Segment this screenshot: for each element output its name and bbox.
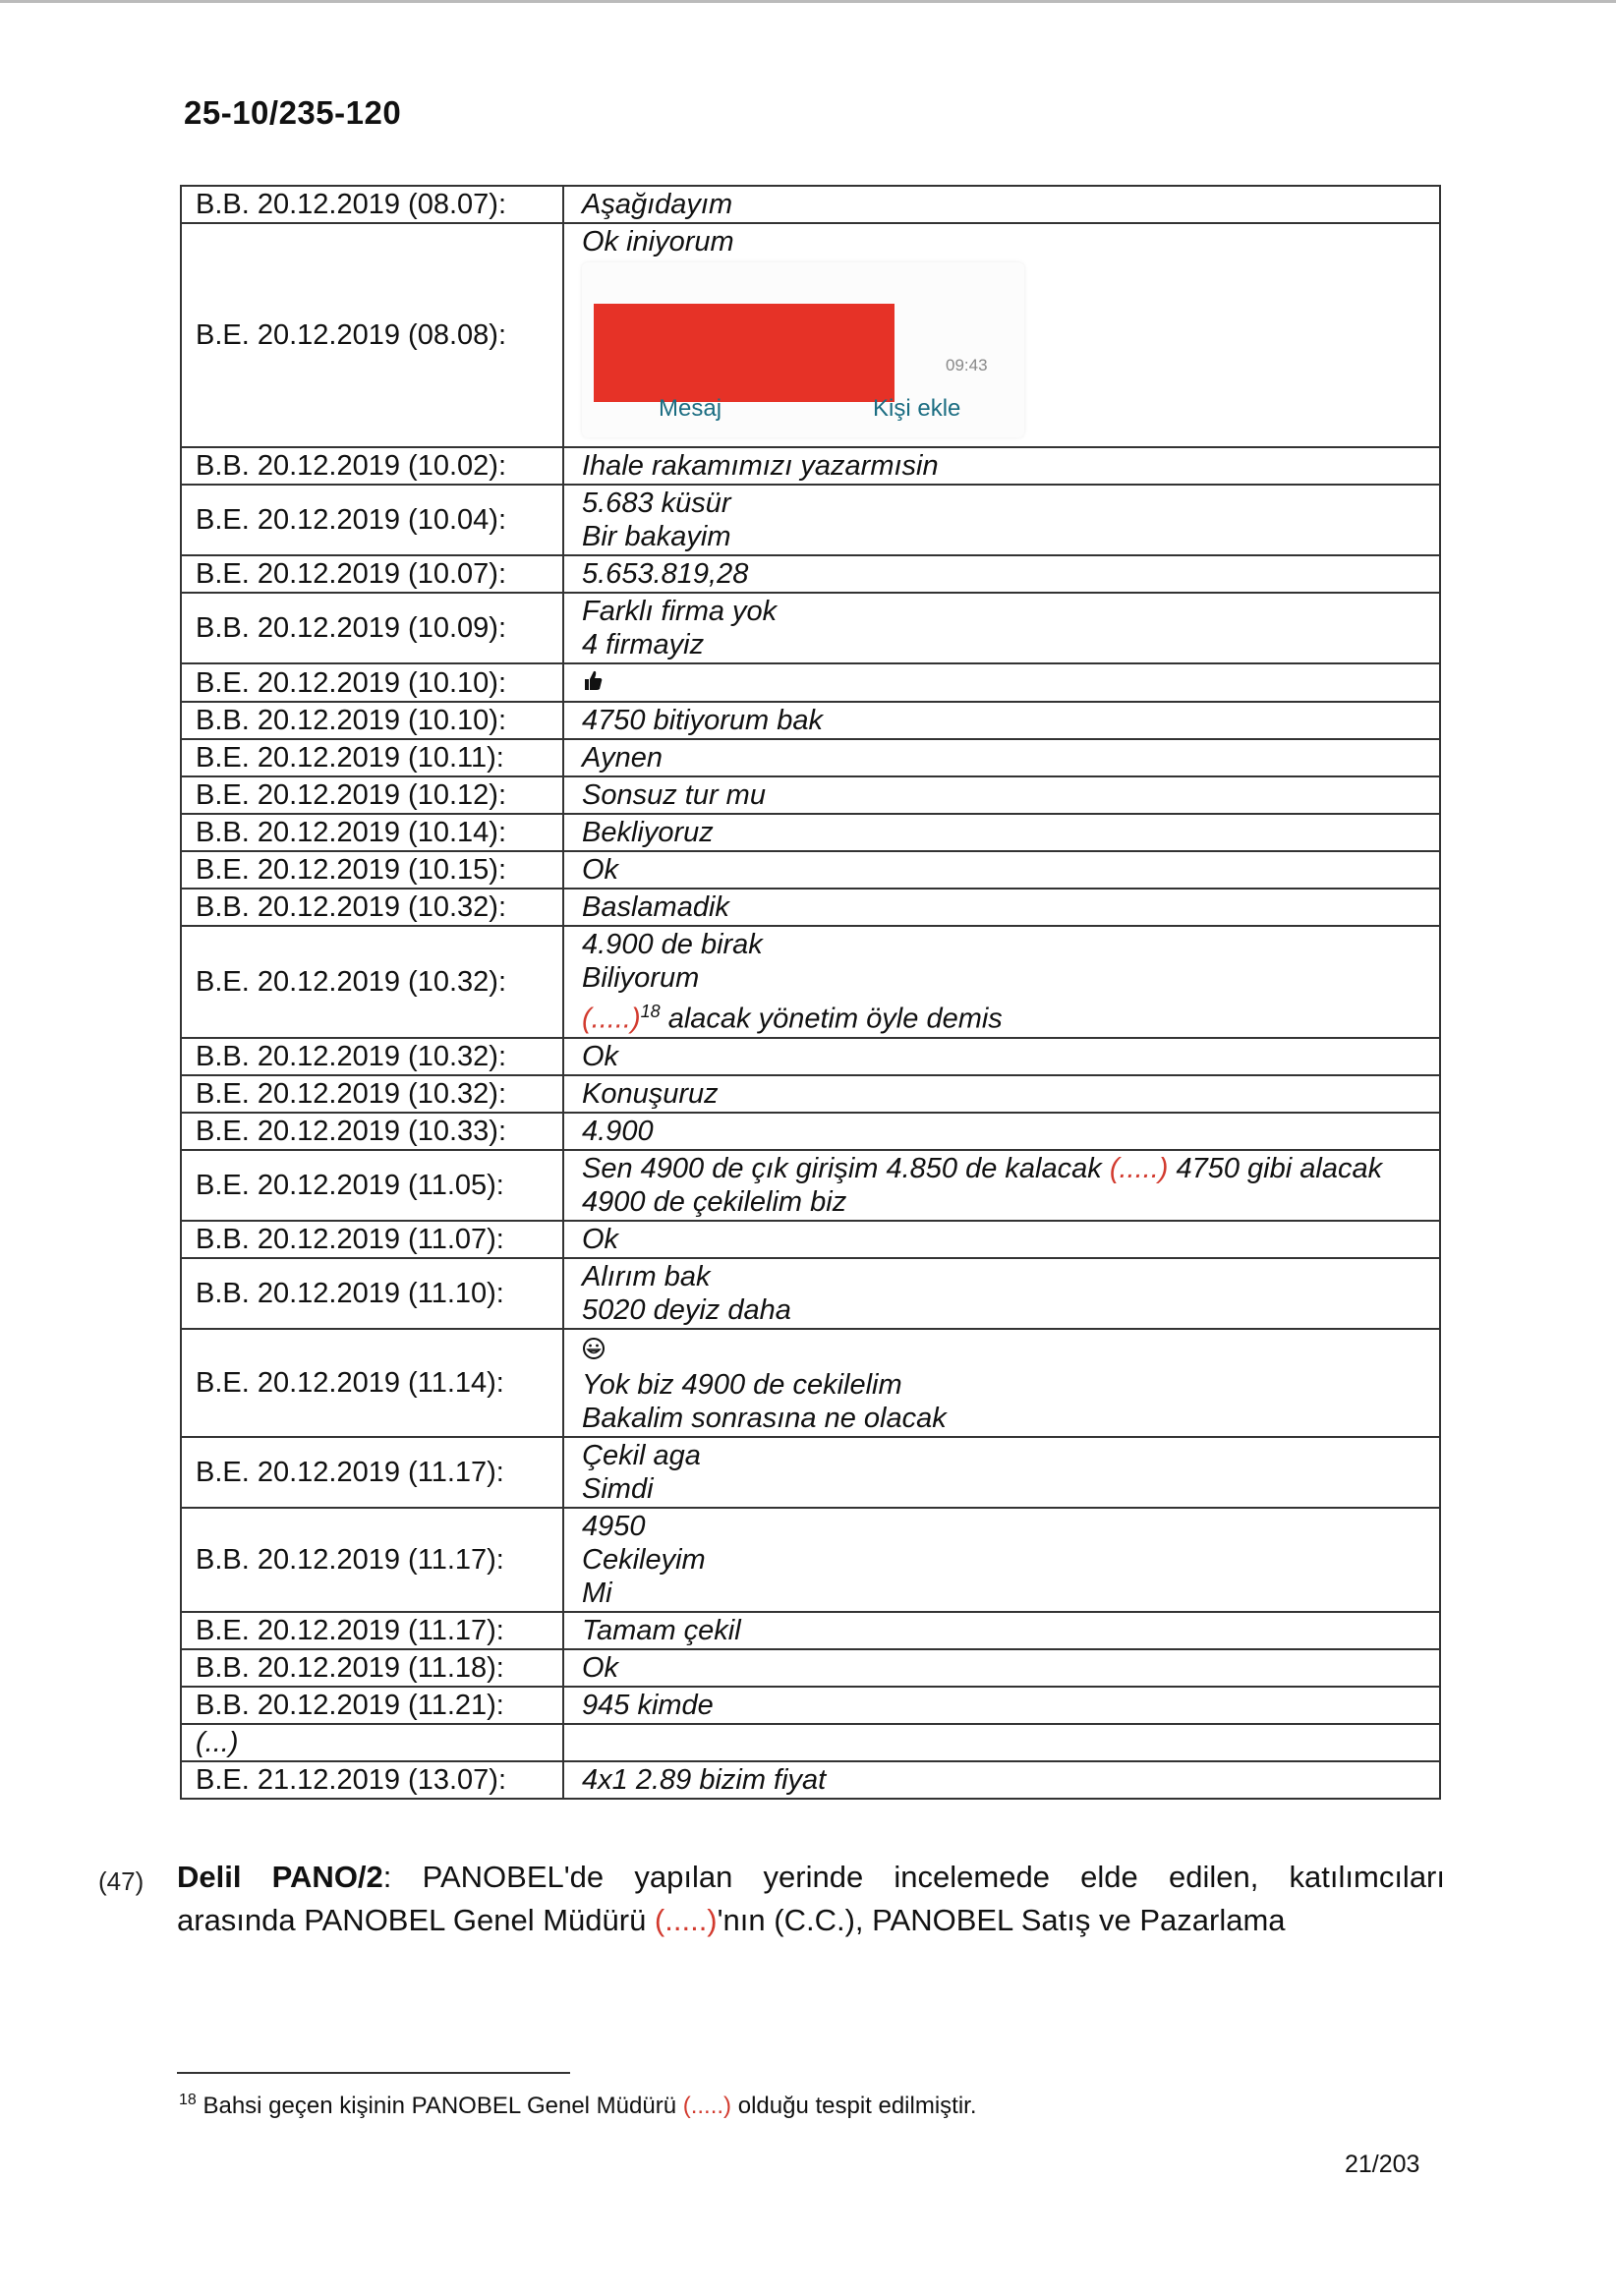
redacted-name: (.....) [1109, 1153, 1169, 1184]
message-text: 4.900 de birak Biliyorum (.....)$^{18}$ alacak yönetim öyle demis [563, 926, 1440, 1038]
table-row [181, 485, 1440, 555]
sender-time: B.B. 20.12.2019 (11.07): [181, 1221, 563, 1258]
sender-time: B.E. 20.12.2019 (10.10): [181, 663, 563, 702]
table-row [181, 1687, 1440, 1724]
sender-time: B.B. 20.12.2019 (08.07): [181, 186, 563, 223]
message-text [563, 663, 1440, 702]
message-text: Yok biz 4900 de cekilelim Bakalim sonrasına ne olacak [563, 1329, 1440, 1437]
top-rule [0, 0, 1616, 3]
paragraph-47 [98, 1856, 1445, 1942]
sender-time: B.E. 20.12.2019 (11.17): [181, 1612, 563, 1649]
sender-time: B.B. 20.12.2019 (10.32): [181, 1038, 563, 1075]
table-row [181, 889, 1440, 926]
message-text: Aynen [563, 739, 1440, 776]
table-row [181, 1761, 1440, 1799]
sender-time: B.E. 20.12.2019 (10.04): [181, 485, 563, 555]
sender-time: B.E. 20.12.2019 (10.33): [181, 1113, 563, 1150]
footnote-divider [177, 2072, 570, 2074]
table-row [181, 851, 1440, 889]
message-text: 5.683 küsür Bir bakayim [563, 485, 1440, 555]
screenshot-add-contact-label: Kişi ekle [873, 395, 961, 422]
page-number: 21/203 [1345, 2151, 1420, 2178]
table-row [181, 776, 1440, 814]
message-text [563, 1724, 1440, 1761]
phone-screenshot [582, 262, 1024, 437]
footnote-ref: 18 [640, 1002, 661, 1022]
paragraph-line-2: arasında PANOBEL Genel Müdürü (.....)'nın (C.C.), PANOBEL Satış ve Pazarlama [177, 1903, 1286, 1937]
table-row [181, 663, 1440, 702]
table-row [181, 1649, 1440, 1687]
sender-time: B.B. 20.12.2019 (11.10): [181, 1258, 563, 1329]
thumbs-up-icon [582, 666, 604, 700]
table-row [181, 1508, 1440, 1612]
message-text: Ihale rakamımızı yazarmısin [563, 447, 1440, 485]
grinning-face-icon [582, 1335, 606, 1368]
table-row [181, 447, 1440, 485]
table-row [181, 593, 1440, 663]
table-row [181, 1612, 1440, 1649]
table-row [181, 702, 1440, 739]
message-text: Farklı firma yok 4 firmayiz [563, 593, 1440, 663]
message-text: 5.653.819,28 [563, 555, 1440, 593]
sender-time: B.B. 20.12.2019 (11.17): [181, 1508, 563, 1612]
table-row [181, 1221, 1440, 1258]
table-row [181, 926, 1440, 1038]
message-text: Sen 4900 de çık girişim 4.850 de kalacak (.....) 4750 gibi alacak 4900 de çekilelim biz [563, 1150, 1440, 1221]
sender-time: B.E. 20.12.2019 (10.32): [181, 926, 563, 1038]
table-row [181, 1329, 1440, 1437]
message-text: 4x1 2.89 bizim fiyat [563, 1761, 1440, 1799]
message-text: 4950 Cekileyim Mi [563, 1508, 1440, 1612]
message-text: Ok [563, 851, 1440, 889]
message-text: 4.900 [563, 1113, 1440, 1150]
sender-time: B.E. 20.12.2019 (11.17): [181, 1437, 563, 1508]
table-row [181, 223, 1440, 447]
sender-time: B.E. 20.12.2019 (10.32): [181, 1075, 563, 1113]
document-id: 25-10/235-120 [184, 94, 402, 131]
table-row [181, 1258, 1440, 1329]
message-text: Sonsuz tur mu [563, 776, 1440, 814]
redacted-name: (.....) [682, 2093, 732, 2119]
message-text: Bekliyoruz [563, 814, 1440, 851]
sender-time: B.B. 20.12.2019 (10.10): [181, 702, 563, 739]
redacted-name: (.....) [654, 1903, 718, 1937]
message-text: Alırım bak 5020 deyiz daha [563, 1258, 1440, 1329]
sender-time: B.E. 20.12.2019 (11.14): [181, 1329, 563, 1437]
screenshot-time: 09:43 [946, 356, 988, 374]
table-row [181, 1150, 1440, 1221]
sender-time: B.B. 20.12.2019 (11.21): [181, 1687, 563, 1724]
footnote-mark: 18 [179, 2092, 197, 2108]
sender-time: B.B. 20.12.2019 (11.18): [181, 1649, 563, 1687]
table-row [181, 814, 1440, 851]
sender-time: B.E. 20.12.2019 (10.15): [181, 851, 563, 889]
message-text: Ok iniyorum 09:43 Mesaj Kişi ekle [563, 223, 1440, 447]
sender-time: B.B. 20.12.2019 (10.32): [181, 889, 563, 926]
message-text: Tamam çekil [563, 1612, 1440, 1649]
sender-time: B.E. 20.12.2019 (11.05): [181, 1150, 563, 1221]
message-text: Çekil aga Simdi [563, 1437, 1440, 1508]
message-text: Ok [563, 1038, 1440, 1075]
message-text: Ok [563, 1649, 1440, 1687]
paragraph-line-1: Delil PANO/2: PANOBEL'de yapılan yerinde incelemede elde edilen, katılımcıları [177, 1860, 1445, 1894]
sender-time: B.E. 20.12.2019 (10.12): [181, 776, 563, 814]
message-text: 945 kimde [563, 1687, 1440, 1724]
sender-time: B.E. 20.12.2019 (10.07): [181, 555, 563, 593]
omission-marker: (...) [181, 1724, 563, 1761]
sender-time: B.E. 20.12.2019 (10.11): [181, 739, 563, 776]
sender-time: B.B. 20.12.2019 (10.02): [181, 447, 563, 485]
message-text: Ok [563, 1221, 1440, 1258]
paragraph-number: (47) [98, 1866, 144, 1896]
redacted-name: (.....) [582, 1004, 641, 1035]
table-row [181, 555, 1440, 593]
message-text: Aşağıdayım [563, 186, 1440, 223]
table-row [181, 1113, 1440, 1150]
sender-time: B.E. 21.12.2019 (13.07): [181, 1761, 563, 1799]
table-row [181, 1075, 1440, 1113]
table-row [181, 1724, 1440, 1761]
table-row [181, 739, 1440, 776]
sender-time: B.B. 20.12.2019 (10.09): [181, 593, 563, 663]
footnote: $^{18}$ Bahsi geçen kişinin PANOBEL Genel Müdürü (.....) olduğu tespit edilmiştir. [179, 2092, 977, 2119]
message-text: Konuşuruz [563, 1075, 1440, 1113]
table-row [181, 1038, 1440, 1075]
table-row [181, 186, 1440, 223]
redaction-box [594, 304, 895, 402]
message-log-table [180, 185, 1441, 1800]
sender-time: B.E. 20.12.2019 (08.08): [181, 223, 563, 447]
message-text: Baslamadik [563, 889, 1440, 926]
message-text: 4750 bitiyorum bak [563, 702, 1440, 739]
sender-time: B.B. 20.12.2019 (10.14): [181, 814, 563, 851]
evidence-title: Delil PANO/2 [177, 1860, 383, 1894]
table-row [181, 1437, 1440, 1508]
screenshot-message-label: Mesaj [659, 395, 722, 422]
